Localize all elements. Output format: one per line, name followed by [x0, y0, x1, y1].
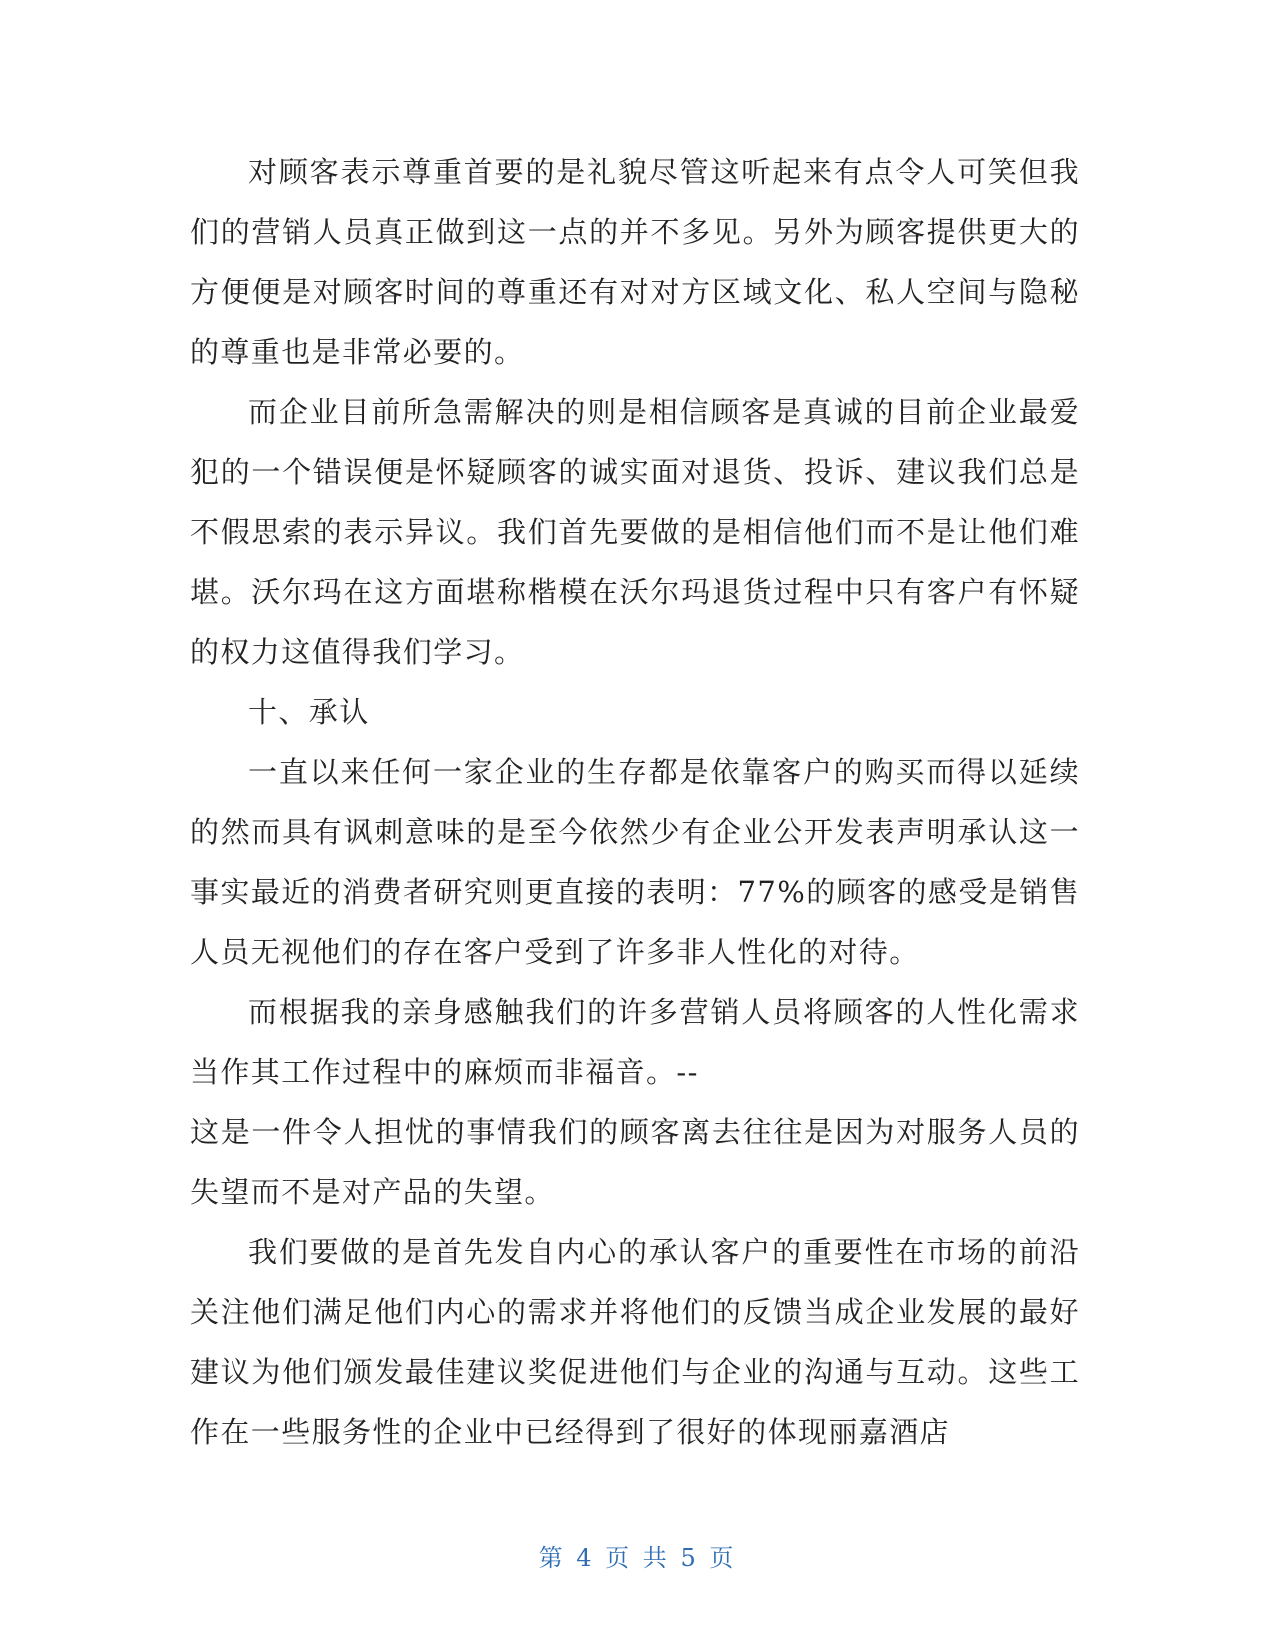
paragraph: 我们要做的是首先发自内心的承认客户的重要性在市场的前沿关注他们满足他们内心的需求并将他们的反馈当成企业发展的最好建议为他们颁发最佳建议奖促进他们与企业的沟通与互动。这些工作在一些服务性的企业中已经得到了很好的体现丽嘉酒店 — [190, 1235, 1080, 1449]
current-page-number: 4 — [576, 1544, 595, 1572]
paragraph: 这是一件令人担忧的事情我们的顾客离去往往是因为对服务人员的失望而不是对产品的失望。 — [190, 1115, 1080, 1209]
footer-prefix: 第 — [538, 1544, 566, 1572]
paragraph: 而企业目前所急需解决的则是相信顾客是真诚的目前企业最爱犯的一个错误便是怀疑顾客的诚实面对退货、投诉、建议我们总是不假思索的表示异议。我们首先要做的是相信他们而不是让他们难堪。沃尔玛在这方面堪称楷模在沃尔玛退货过程中只有客户有怀疑的权力这值得我们学习。 — [190, 395, 1080, 669]
total-page-count: 5 — [680, 1544, 699, 1572]
footer-middle: 页 共 — [605, 1544, 670, 1572]
document-body — [190, 142, 1080, 1462]
paragraph: 对顾客表示尊重首要的是礼貌尽管这听起来有点令人可笑但我们的营销人员真正做到这一点的并不多见。另外为顾客提供更大的方便便是对顾客时间的尊重还有对对方区域文化、私人空间与隐秘的尊重也是非常必要的。 — [190, 155, 1080, 369]
footer-suffix: 页 — [709, 1544, 737, 1572]
section-heading: 十、承认 — [248, 695, 370, 729]
paragraph: 一直以来任何一家企业的生存都是依靠客户的购买而得以延续的然而具有讽刺意味的是至今依然少有企业公开发表声明承认这一事实最近的消费者研究则更直接的表明：77%的顾客的感受是销售人员无视他们的存在客户受到了许多非人性化的对待。 — [190, 755, 1080, 969]
paragraph: 而根据我的亲身感触我们的许多营销人员将顾客的人性化需求当作其工作过程中的麻烦而非福音。-- — [190, 995, 1080, 1089]
page-number-footer — [0, 1538, 1275, 1573]
